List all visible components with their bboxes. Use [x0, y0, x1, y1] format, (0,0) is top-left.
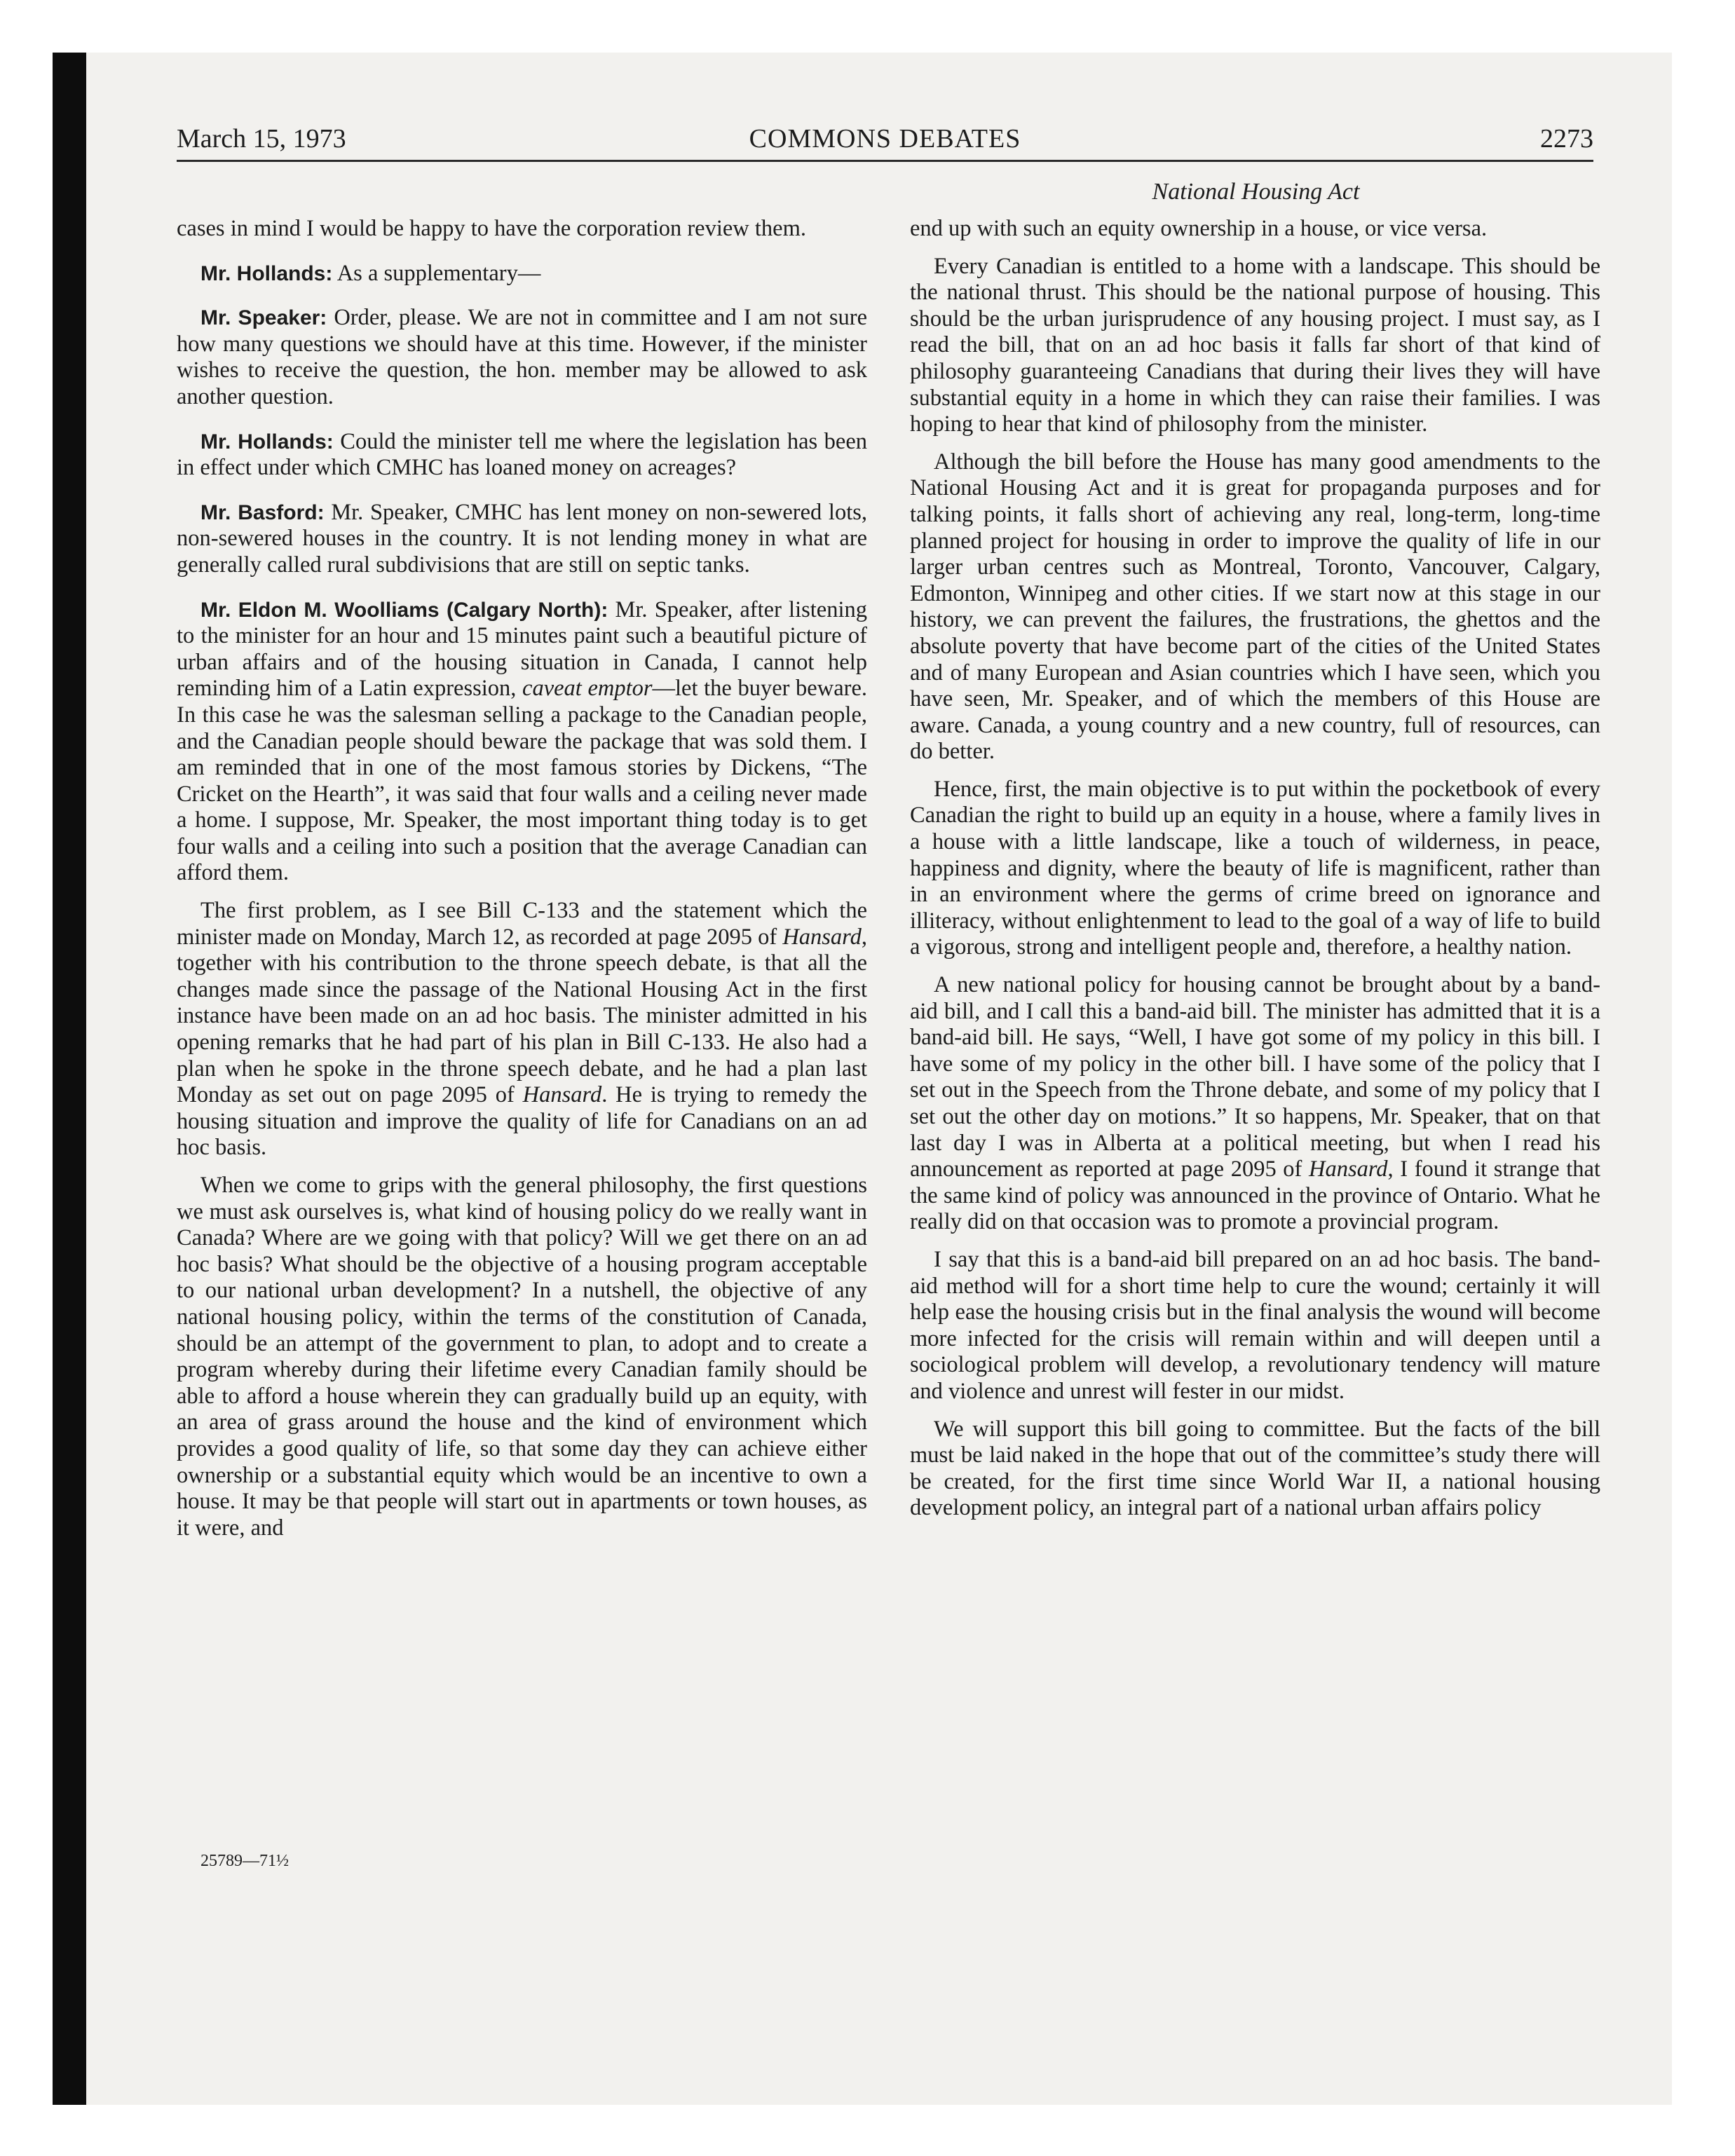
paragraph: Every Canadian is entitled to a home with a landscape. This should be the national thrust. This should be the national purpose of housing. This should be the urban jurisprudence of any housing project. I must say, as I read the bill, that on an ad hoc basis it falls far short of that kind of philosophy guaranteeing Canadians that during their lives they will have substantial equity in a home in which they can raise their families. I was hoping to hear that kind of philosophy from the minister.: [910, 253, 1600, 437]
speaker-name: Mr. Basford:: [200, 500, 325, 524]
header-title: COMMONS DEBATES: [749, 124, 1021, 153]
paragraph: Although the bill before the House has many good amendments to the National Housing Act and it is great for propaganda purposes and for talking points, it falls short of achieving any real, long-term, long-time planned project for housing in order to improve the quality of life in our larger urban centres such as Montreal, Toronto, Vancouver, Calgary, Edmonton, Winnipeg and other cities. If we start now at this stage in our history, we can prevent the failures, the frustrations, the ghettos and the absolute poverty that have become part of the cities of the United States and of many European and Asian countries which I have seen, which you have seen, Mr. Speaker, and of which the members of this House are aware. Canada, a young country and a new country, full of resources, can do better.: [910, 449, 1600, 765]
paragraph: The first problem, as I see Bill C-133 and the statement which the minister made on Monday, March 12, as recorded at page 2095 of Hansard, together with his contribution to the throne speech debate, is that all the changes made since the passage of the National Housing Act in the first instance have been made on an ad hoc basis. The minister admitted in his opening remarks that he had part of his plan in Bill C-133. He also had a plan when he spoke in the throne speech debate, and he had a plan last Monday as set out on page 2095 of Hansard. He is trying to remedy the housing situation and improve the quality of life for Canadians on an ad hoc basis.: [177, 898, 867, 1161]
speaker-name: Mr. Eldon M. Woolliams (Calgary North):: [200, 598, 608, 622]
running-head: National Housing Act: [1152, 179, 1360, 205]
page-header: [177, 121, 1593, 162]
paragraph: end up with such an equity ownership in a house, or vice versa.: [910, 216, 1488, 241]
header-date: March 15, 1973: [177, 124, 346, 153]
header-page-number: 2273: [1540, 124, 1593, 153]
binding-edge: [53, 53, 86, 2105]
left-column: [177, 216, 867, 1553]
speaker-name: Mr. Hollands:: [200, 261, 333, 285]
paragraph: A new national policy for housing cannot be brought about by a band-aid bill, and I call this a band-aid bill. The minister has admitted that it is a band-aid bill. He says, “Well, I have got some of my policy in this bill. I have some of my policy in the other bill. I have some of the policy that I set out in the Speech from the Throne debate, and some of my policy that I set out the other day on motions.” It so happens, Mr. Speaker, that on that last day I was in Alberta at a political meeting, but when I read his announcement as reported at page 2095 of Hansard, I found it strange that the same kind of policy was announced in the province of Ontario. What he really did on that occasion was to promote a provincial program.: [910, 972, 1600, 1235]
speaker-name: Mr. Hollands:: [200, 430, 334, 453]
speech-text: As a supplementary—: [336, 260, 541, 286]
paragraph: When we come to grips with the general philosophy, the first questions we must ask ourselves is, what kind of housing policy do we really want in Canada? Where are we going with that policy? Will we get there on an ad hoc basis? What should be the objective of a housing program acceptable to our national urban development? In a nutshell, the objective of any national housing policy, within the terms of the constitution of Canada, should be an attempt of the government to plan, to adopt and to create a program whereby during their lifetime every Canadian family should be able to afford a house wherein they can gradually build up an equity, with an area of grass around the house and the kind of environment which provides a good quality of life, so that some day they can achieve either ownership or a substantial equity which would be an incentive to own a house. It may be that people will start out in apartments or town houses, as it were, and: [177, 1173, 867, 1541]
right-column: [910, 216, 1600, 1533]
paragraph: cases in mind I would be happy to have the corporation review them.: [177, 216, 807, 241]
speech-text: Mr. Speaker, after listening to the minister for an hour and 15 minutes paint such a beautiful picture of urban affairs and of the housing situation in Canada, I cannot help reminding him of a Latin expression, caveat emptor—let the buyer beware. In this case he was the salesman selling a package to the Canadian people, and the Canadian people should beware the package that was sold them. I am reminded that in one of the most famous stories by Dickens, “The Cricket on the Hearth”, it was said that four walls and a ceiling never made a home. I suppose, Mr. Speaker, the most important thing today is to get four walls and a ceiling into such a position that the average Canadian can afford them.: [177, 596, 867, 886]
print-code-footnote: 25789—71½: [200, 1852, 289, 1870]
speech-paragraph: [177, 261, 867, 287]
speech-text: Order, please. We are not in committee and I am not sure how many questions we should have at this time. However, if the minister wishes to receive the question, the hon. member may be allowed to ask another question.: [177, 305, 868, 409]
speech-paragraph: [177, 429, 867, 482]
paragraph: I say that this is a band-aid bill prepared on an ad hoc basis. The band-aid method will for a short time help to cure the wound; certainly it will help ease the housing crisis but in the final analysis the wound will become more infected for the crisis will remain within and will deepen until a sociological problem will develop, a revolutionary tendency will mature and violence and unrest will fester in our midst.: [910, 1246, 1600, 1404]
speaker-name: Mr. Speaker:: [200, 306, 327, 330]
speech-paragraph: [177, 305, 867, 410]
paragraph: We will support this bill going to committee. But the facts of the bill must be laid naked in the hope that out of the committee’s study there will be created, for the first time since World War II, a national housing development policy, an integral part of a national urban affairs policy: [910, 1416, 1600, 1521]
speech-text: Mr. Speaker, CMHC has lent money on non-sewered lots, non-sewered houses in the country. It is not lending money in what are generally called rural subdivisions that are still on septic tanks.: [177, 499, 868, 578]
speech-text: Could the minister tell me where the legislation has been in effect under which CMHC has loaned money on acreages?: [177, 428, 868, 481]
speech-paragraph: [177, 597, 867, 887]
paragraph: Hence, first, the main objective is to put within the pocketbook of every Canadian the right to build up an equity in a house, where a family lives in a house with a little landscape, like a touch of wilderness, in peace, happiness and dignity, where the beauty of life is magnificent, rather than in an environment where the germs of crime breed on ignorance and illiteracy, without enlightenment to lead to the goal of a way of life to build a vigorous, strong and intelligent people and, therefore, a healthy nation.: [910, 776, 1600, 960]
speech-paragraph: [177, 500, 867, 579]
